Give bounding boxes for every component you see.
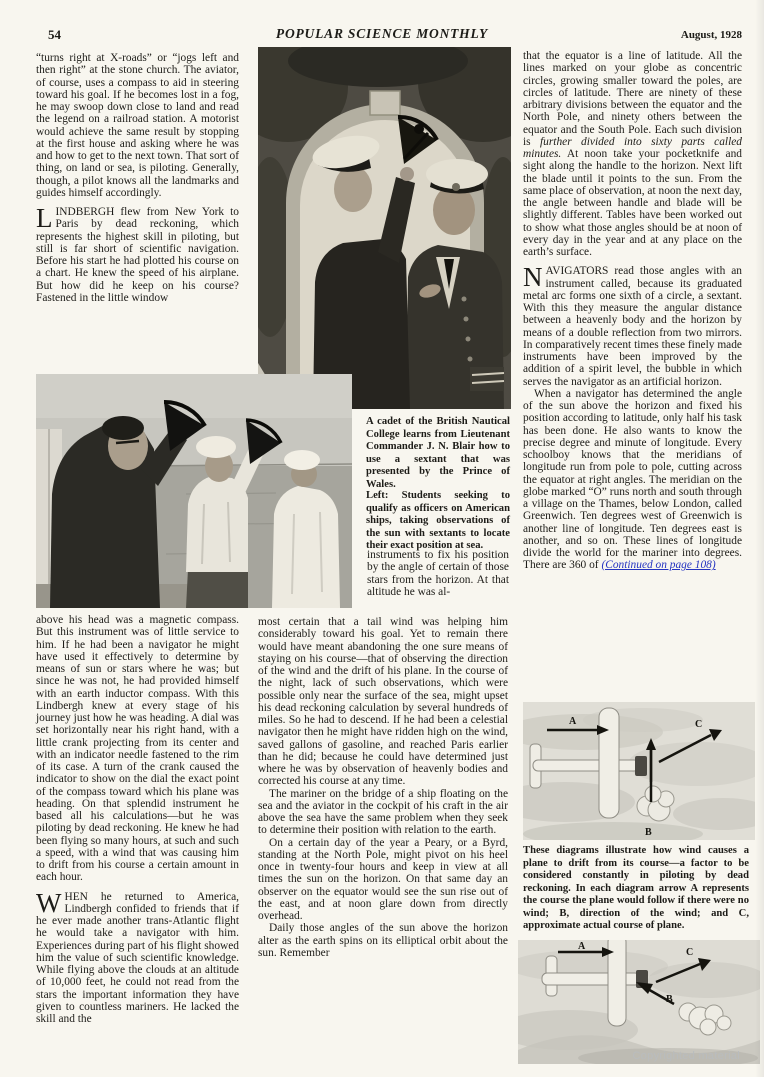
arrow-c-label: C: [695, 719, 703, 730]
left-column-bottom: [36, 614, 239, 1025]
right-column: [523, 50, 742, 572]
arrow-b-label: B: [645, 827, 652, 838]
paragraph-lindbergh: LINDBERGH flew from New York to Paris by dead reckoning, which represents the highest skill in piloting, but still is far short of scientific navigation. Before his start he had plotted his course on a chart. He knew the speed of his airplane. But how did he keep on his course? Fastened in the little window: [36, 203, 239, 304]
paragraph: The mariner on the bridge of a ship floating on the sea and the aviator in the cockpit of his craft in the air above the sea have the same problem when they seek to determine their position with relation to the earth.: [258, 787, 508, 837]
middle-column-narrow: [367, 549, 509, 598]
caption-students: Left: Students seeking to qualify as officers on American ships, taking observations of the sun with sextants to locate their exact position at sea.: [366, 490, 510, 551]
paragraph: Daily those angles of the sun above the horizon alter as the earth spins on its elliptical orbit about the sun. Remember: [258, 922, 508, 959]
paragraph: that the equator is a line of latitude. All the lines marked on your globe as concentric circles, growing smaller toward the poles, are circles of latitude. There are ninety of these arbitrary divisions between the equator and the North Pole, and ninety others between the equator and the South Pole. Each such division is further divided into sixty parts called minutes. At noon take your pocketknife and sight along the handle to the horizon. Next lift the blade until it points to the sun. From the same place of observation, at noon the next day, the angle between handle and blade will be slightly different. Tables have been worked out to show what those angles should be at noon of every day in the year and at any place on the earth’s surface.: [523, 50, 742, 258]
italic-phrase: further divided into sixty parts called minutes.: [523, 135, 742, 160]
paragraph: most certain that a tail wind was helping him considerably toward his goal. Yet to remain there would have meant abandoning the one sure means of staying on his course—that of observing the direction of the wind and the drift of his plane. In the course of the night, lack of such observations, which were possible only near the surface of the sea, might upset his dead reckoning calculation by several hundreds of miles. So he had to descend. If he had been a celestial navigator then he might have ridden high on the wind, saved gallons of gasoline, and reached Paris earlier than he did; because he could have determined just where he was by observation of heavenly bodies and corrected his course at any time.: [258, 616, 508, 788]
drop-cap: L: [36, 203, 53, 233]
magazine-title: POPULAR SCIENCE MONTHLY: [275, 26, 489, 41]
continued-link[interactable]: (Continued on page 108): [601, 559, 716, 572]
page-number: 54: [48, 27, 61, 42]
page-edge-shadow: [755, 0, 764, 1077]
paragraph-navigators: NAVIGATORS read those angles with an instrument called, because its graduated metal arc forms one sixth of a circle, a sextant. With this they measure the angular distance between a heavenly body and the horizon by means of a double reflection from two mirrors. In comparatively recent times these finely made instruments have been improved by the addition of a spirit level, the bubble in which serves the navigator as an artificial horizon.: [523, 262, 742, 388]
wind-drift-diagram-2-art: [518, 940, 760, 1064]
issue-date: August, 1928: [680, 29, 742, 41]
photo-students-sextants: [36, 374, 352, 608]
photo-cadet-sextant: [258, 47, 511, 409]
middle-column-text: [258, 616, 508, 959]
diagram-caption: These diagrams illustrate how wind causes a plane to drift from its course—a factor to be considered constantly in piloting by dead reckoning. In each diagram arrow A represents the course the plane would follow if there were no wind; B, direction of the wind; and C, approximate actual course of plane.: [523, 845, 749, 931]
photo-cadet-sextant-art: [258, 47, 511, 409]
wind-drift-diagram-2: [518, 940, 760, 1064]
paragraph: above his head was a magnetic compass. But this instrument was of little service to him. If he had been a navigator he might have used it effectively to determine by means of sun or stars where he was; but since he was not, he had provided himself with an earth inductor compass. With this Lindbergh knew at every stage of his journey just how he was heading. A dial was set horizontally near his right hand, with a little crank projecting from its center and with an indicator needle fastened to the rim of its case. A turn of the crank caused the indicator to show on the dial the exact point of the compass toward which his plane was heading. On that splendid instrument he based all his calculations—but he was piloting by dead reckoning. He knew he had been flying so many hours, at such and such a speed, with a wind that was causing him to drift from his course a certain amount in each hour.: [36, 614, 239, 884]
copyright-watermark: Copyrighted material: [632, 1050, 740, 1062]
drop-cap: W: [36, 887, 62, 918]
left-column-top: [36, 52, 239, 304]
paragraph: When a navigator has determined the angle of the sun above the horizon and fixed his position according to latitude, only half his task has been done. He also wants to know the precise degree and minute of longitude. Every schoolboy knows that the meridians of longitude run from pole to pole, cutting across the equator at right angles. The meridian on the globe marked “O” runs north and south through a village on the Thames, below London, called Greenwich. Ten degrees west of Greenwich is another line of longitude. Ten degrees east is another, and so on. These lines of longitude divide the world for the mariner into degrees. There are 360 of (Continued on page 108): [523, 387, 742, 572]
paragraph-when-returned: WHEN he returned to America, Lindbergh confided to friends that if he ever made another trans-Atlantic flight he would take a navigator with him. Experiences during part of his flight showed him the value of such scientific knowledge. While flying above the clouds at an altitude of 10,000 feet, he could not read from the stars the important information they have given to countless mariners. He lacked the skill and the: [36, 887, 239, 1025]
wind-drift-diagram-1: [523, 702, 755, 840]
arrow-b-label: B: [666, 994, 673, 1005]
paragraph: On a certain day of the year a Peary, or a Byrd, standing at the North Pole, might pivot on his heel once in twenty-four hours and keep in view at all times the sun on the horizon. On that same day an observer on the equator would see the sun rise out of the east, and at noon glare down from directly overhead.: [258, 836, 508, 922]
paragraph: “turns right at X-roads” or “jogs left and then right” at the stone church. The aviator, of course, uses a compass to aid in steering toward his goal. If he becomes lost in a fog, he may swoop down close to land and read the legend on a railroad station. A motorist would achieve the same result by stopping at the first house and asking where he was and how to get to the next town. That sort of thing, on land or sea, is piloting. Generally, though, a pilot knows all the landmarks and guides himself accordingly.: [36, 52, 239, 199]
paragraph: instruments to fix his position by the angle of certain of those stars from the horizon. At that altitude he was al-: [367, 549, 509, 598]
photo-students-sextants-art: [36, 374, 352, 608]
caption-cadet: A cadet of the British Nautical College learns from Lieutenant Commander J. N. Blair how to use a sextant that was presented by the Prince of Wales.: [366, 416, 510, 490]
drop-cap: N: [523, 262, 543, 293]
arrow-c-label: C: [686, 947, 694, 958]
arrow-a-label: A: [569, 716, 577, 727]
arrow-a-label: A: [578, 941, 586, 952]
wind-drift-diagram-1-art: [523, 702, 755, 840]
